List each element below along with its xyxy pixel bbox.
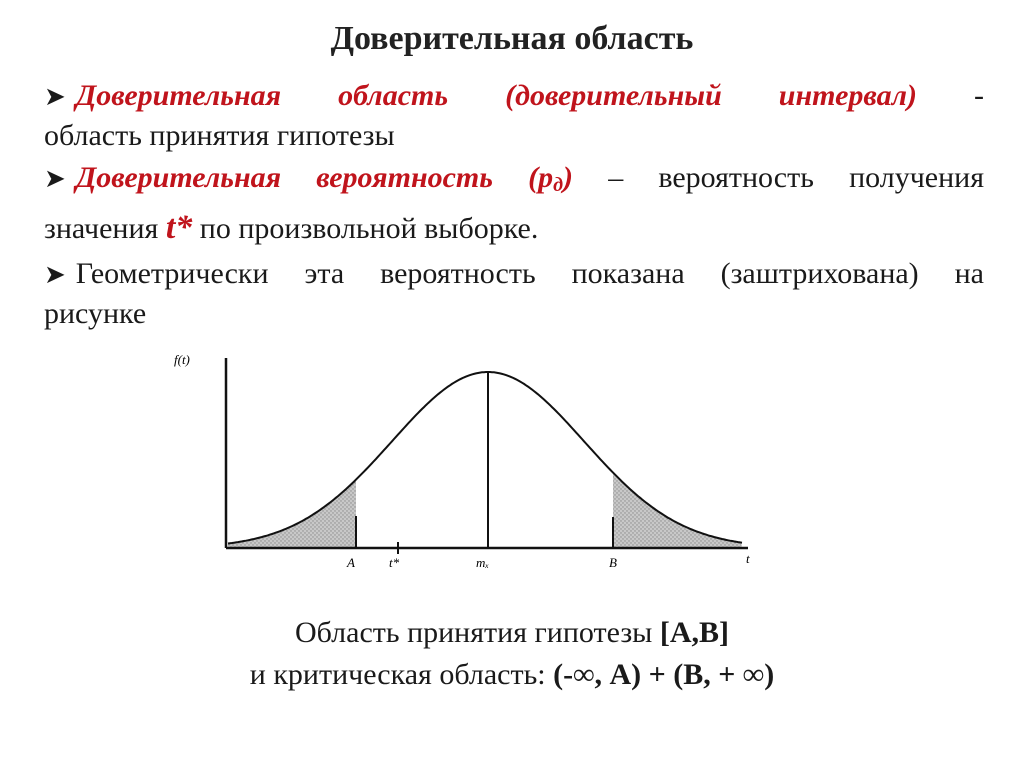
bullet-1-continuation: область принятия гипотезы	[44, 119, 395, 152]
bullet-2-text: вероятность получения	[658, 161, 985, 194]
text-before-tstar: значения	[44, 212, 159, 245]
term-confidence-region: Доверительная область (доверительный интервал)	[75, 79, 917, 112]
tick-label-mean: mₓ	[476, 555, 490, 570]
bullet-arrow-icon: ➤	[44, 82, 66, 111]
caption-critical-interval: (-∞, A) + (B, + ∞)	[553, 658, 775, 691]
caption-line-1	[0, 614, 1024, 652]
term-subscript: д	[553, 174, 564, 196]
caption-acceptance-interval: [A,B]	[659, 616, 729, 649]
term-prefix: Доверительная вероятность (р	[75, 161, 554, 194]
y-axis-label: f(t)	[174, 352, 190, 367]
bullet-3-text: Геометрически эта вероятность показана (заштрихована) на	[75, 257, 984, 290]
bullet-3-continuation: рисунке	[44, 297, 147, 330]
tick-label-b: B	[609, 555, 617, 570]
bullet-arrow-icon: ➤	[44, 260, 66, 289]
separator: -	[974, 79, 985, 112]
caption-line-2	[0, 656, 1024, 694]
caption-acceptance-text: Область принятия гипотезы	[295, 616, 653, 649]
right-critical-region	[613, 473, 742, 548]
bullet-arrow-icon: ➤	[44, 164, 66, 193]
caption-critical-text: и критическая область:	[249, 658, 546, 691]
tick-label-t-star: t*	[389, 555, 400, 570]
separator: –	[608, 161, 624, 194]
t-star-symbol: t*	[165, 209, 193, 246]
text-after-tstar: по произвольной выборке.	[199, 212, 539, 245]
term-suffix: )	[563, 161, 574, 194]
tick-label-a: A	[347, 555, 355, 570]
left-critical-region	[228, 480, 356, 548]
page-title: Доверительная область	[330, 20, 694, 57]
x-axis-label: t	[746, 551, 750, 566]
